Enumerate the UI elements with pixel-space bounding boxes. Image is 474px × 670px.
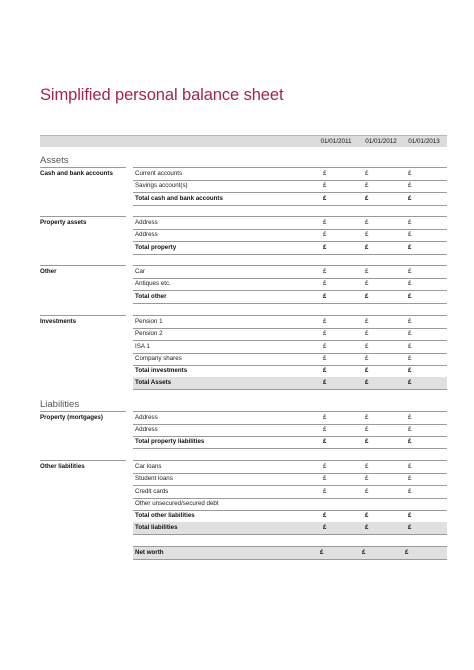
column-header-2011: 01/01/2011	[320, 138, 352, 145]
value-2012: £	[365, 280, 369, 287]
value-2011: £	[323, 512, 327, 519]
value-2013: £	[408, 367, 412, 374]
value-2011: £	[323, 182, 327, 189]
value-2011: £	[323, 367, 327, 374]
value-2011: £	[320, 549, 324, 556]
value-2011: £	[323, 195, 327, 202]
row-label: Address	[135, 426, 158, 433]
value-2011: £	[323, 280, 327, 287]
row-label: Pension 1	[135, 318, 163, 325]
value-2013: £	[408, 512, 412, 519]
row-pension-2	[133, 328, 447, 341]
value-2012: £	[365, 231, 369, 238]
row-label: Total property	[135, 244, 177, 251]
value-2013: £	[408, 343, 412, 350]
value-2013: £	[408, 426, 412, 433]
value-2013: £	[408, 524, 412, 531]
value-2012: £	[365, 426, 369, 433]
row-label: Company shares	[135, 355, 182, 362]
row-label: Car	[135, 268, 145, 275]
row-total-property	[133, 242, 447, 255]
column-header-bar	[40, 135, 447, 147]
row-label: Address	[135, 219, 158, 226]
value-2012: £	[365, 343, 369, 350]
row-net-worth	[133, 546, 447, 560]
value-2013: £	[408, 182, 412, 189]
value-2012: £	[365, 355, 369, 362]
value-2012: £	[365, 379, 369, 386]
value-2013: £	[408, 438, 412, 445]
row-label: Total Assets	[135, 379, 172, 386]
row-label: Net worth	[135, 549, 164, 556]
value-2013: £	[408, 463, 412, 470]
row-label: Total property liabilities	[135, 438, 205, 445]
value-2012: £	[365, 524, 369, 531]
row-address-2	[133, 229, 447, 242]
value-2013: £	[405, 549, 409, 556]
row-car	[133, 265, 447, 279]
row-label: Address	[135, 414, 158, 421]
row-total-cash	[133, 193, 447, 206]
row-savings-accounts	[133, 180, 447, 193]
row-label: Student loans	[135, 475, 173, 482]
row-label: Address	[135, 231, 158, 238]
row-pension-1	[133, 315, 447, 329]
row-label: Antiques etc.	[135, 280, 171, 287]
row-student-loans	[133, 473, 447, 486]
value-2013: £	[408, 195, 412, 202]
group-cash: Cash and bank accounts	[40, 167, 126, 178]
value-2012: £	[365, 219, 369, 226]
value-2012: £	[365, 367, 369, 374]
value-2013: £	[408, 231, 412, 238]
value-2012: £	[365, 414, 369, 421]
value-2012: £	[365, 195, 369, 202]
value-2013: £	[408, 219, 412, 226]
row-car-loans	[133, 460, 447, 474]
value-2013: £	[408, 318, 412, 325]
value-2011: £	[323, 438, 327, 445]
value-2012: £	[365, 182, 369, 189]
value-2011: £	[323, 379, 327, 386]
value-2013: £	[408, 293, 412, 300]
value-2011: £	[323, 244, 327, 251]
value-2012: £	[365, 475, 369, 482]
value-2012: £	[365, 488, 369, 495]
value-2012: £	[365, 512, 369, 519]
row-label: Other unsecured/secured debt	[135, 500, 219, 507]
value-2013: £	[408, 244, 412, 251]
value-2012: £	[365, 438, 369, 445]
value-2012: £	[365, 170, 369, 177]
value-2013: £	[408, 355, 412, 362]
value-2013: £	[408, 488, 412, 495]
row-label: ISA 1	[135, 343, 150, 350]
row-total-property-liabilities	[133, 436, 447, 449]
section-liabilities: Liabilities	[40, 399, 80, 410]
value-2011: £	[323, 343, 327, 350]
row-label: Current accounts	[135, 170, 183, 177]
row-total-other	[133, 291, 447, 304]
row-antiques	[133, 278, 447, 291]
value-2011: £	[323, 488, 327, 495]
value-2012: £	[365, 293, 369, 300]
row-mortgage-address-1	[133, 411, 447, 425]
value-2011: £	[323, 268, 327, 275]
row-label: Total other liabilities	[135, 512, 195, 519]
group-investments: Investments	[40, 315, 126, 326]
row-total-liabilities	[133, 522, 447, 535]
value-2012: £	[365, 463, 369, 470]
value-2012: £	[365, 268, 369, 275]
section-assets: Assets	[40, 155, 69, 166]
value-2011: £	[323, 231, 327, 238]
row-label: Credit cards	[135, 488, 169, 495]
row-label: Pension 2	[135, 330, 163, 337]
group-property: Property assets	[40, 216, 126, 227]
group-other: Other	[40, 265, 126, 276]
value-2013: £	[408, 170, 412, 177]
row-label: Total liabilities	[135, 524, 178, 531]
value-2011: £	[323, 414, 327, 421]
row-label: Savings account(s)	[135, 182, 188, 189]
value-2011: £	[323, 170, 327, 177]
value-2011: £	[323, 463, 327, 470]
group-other-liabilities: Other liabilities	[40, 460, 126, 471]
value-2011: £	[323, 330, 327, 337]
value-2013: £	[408, 379, 412, 386]
value-2012: £	[362, 549, 366, 556]
row-label: Total investments	[135, 367, 188, 374]
value-2013: £	[408, 414, 412, 421]
value-2011: £	[323, 219, 327, 226]
row-total-assets	[133, 377, 447, 390]
value-2011: £	[323, 293, 327, 300]
column-header-2013: 01/01/2013	[408, 138, 440, 145]
value-2013: £	[408, 475, 412, 482]
value-2011: £	[323, 355, 327, 362]
value-2013: £	[408, 330, 412, 337]
value-2013: £	[408, 268, 412, 275]
row-label: Total other	[135, 293, 167, 300]
group-mortgages: Property (mortgages)	[40, 411, 126, 422]
row-label: Car loans	[135, 463, 162, 470]
page-title: Simplified personal balance sheet	[40, 86, 284, 104]
value-2012: £	[365, 318, 369, 325]
value-2011: £	[323, 524, 327, 531]
column-header-2012: 01/01/2012	[365, 138, 397, 145]
row-label: Total cash and bank accounts	[135, 195, 223, 202]
row-current-accounts	[133, 167, 447, 181]
row-address-1	[133, 216, 447, 230]
value-2011: £	[323, 475, 327, 482]
value-2012: £	[365, 244, 369, 251]
value-2011: £	[323, 426, 327, 433]
value-2011: £	[323, 318, 327, 325]
value-2012: £	[365, 330, 369, 337]
value-2013: £	[408, 280, 412, 287]
